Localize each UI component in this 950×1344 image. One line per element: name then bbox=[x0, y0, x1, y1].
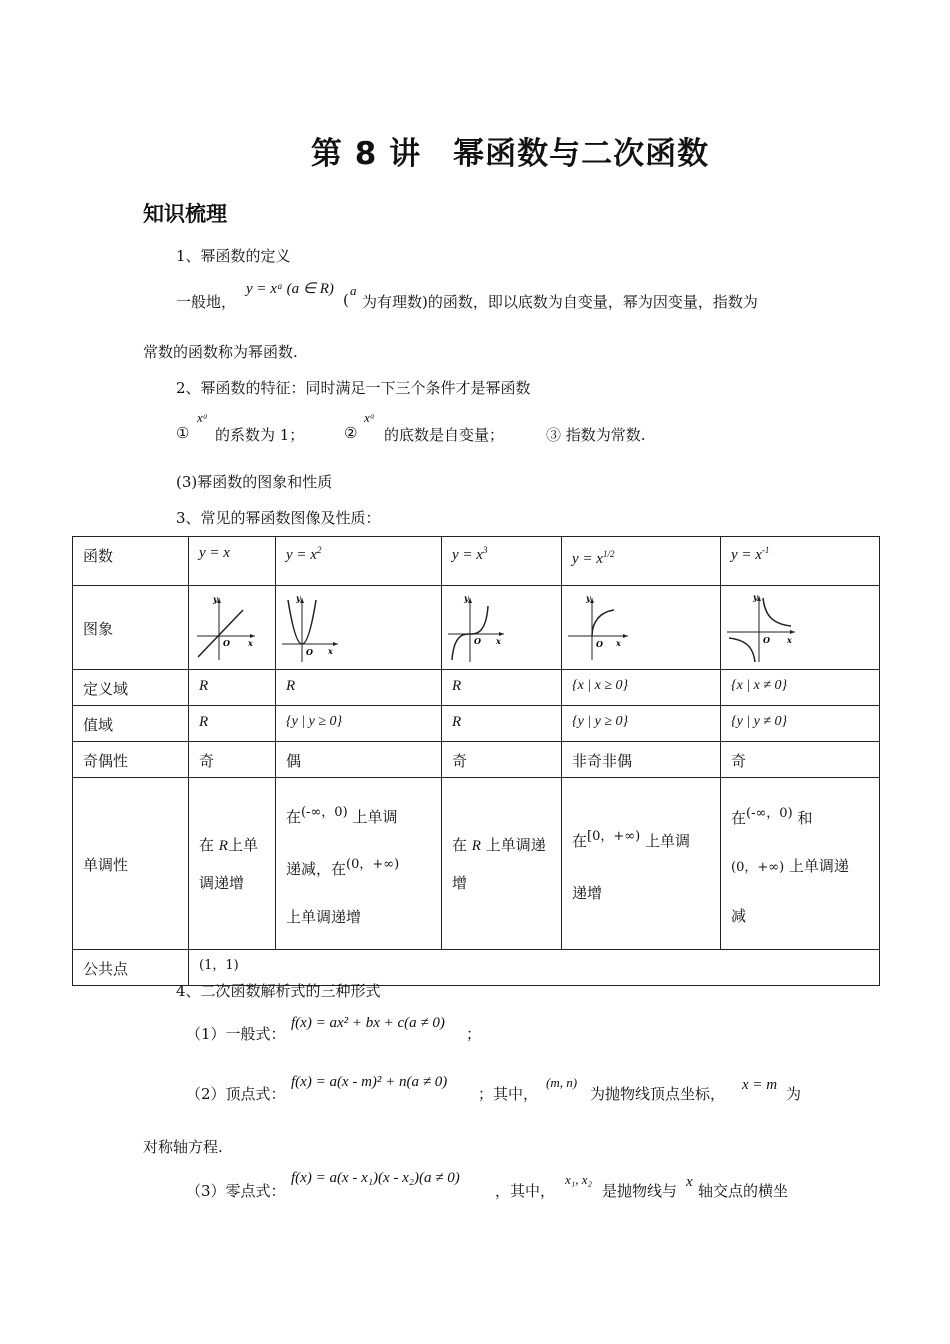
parity-cube: 奇 bbox=[442, 742, 562, 778]
range-cube: R bbox=[442, 706, 562, 742]
range-sqrt: {y | y ≥ 0} bbox=[562, 706, 721, 742]
f2-end: 为 bbox=[786, 1085, 802, 1103]
graph-sqrt-cell bbox=[562, 586, 721, 670]
f3-roots: x₁, x₂ bbox=[565, 1172, 593, 1187]
domain-square: R bbox=[276, 670, 442, 706]
axis-y-label: y bbox=[213, 593, 218, 604]
s2-c2-sym: xᵃ bbox=[364, 410, 375, 425]
s1-paren: ( bbox=[343, 291, 349, 309]
row-range bbox=[73, 706, 880, 742]
f1-label: （1）一般式： bbox=[186, 1025, 286, 1043]
s2-c1-text: 的系数为 1； bbox=[215, 426, 305, 444]
s1-lead: 一般地， bbox=[176, 293, 237, 311]
s3-heading: 3、常见的幂函数图像及性质： bbox=[176, 509, 381, 527]
graph-reciprocal bbox=[725, 592, 805, 664]
label-monotonicity: 单调性 bbox=[73, 778, 189, 950]
f3-label: （3）零点式： bbox=[186, 1182, 286, 1200]
label-function: 函数 bbox=[73, 537, 189, 586]
s1-a-var: a bbox=[350, 283, 357, 298]
section-heading: 知识梳理 bbox=[143, 202, 227, 226]
row-graph bbox=[73, 586, 880, 670]
axis-y-label: y bbox=[464, 592, 469, 603]
f2-label: （2）顶点式： bbox=[186, 1085, 286, 1103]
graph-reciprocal-cell bbox=[721, 586, 880, 670]
fn-linear: y = x bbox=[189, 537, 276, 586]
label-domain: 定义域 bbox=[73, 670, 189, 706]
label-graph: 图象 bbox=[73, 586, 189, 670]
f2-text: 为抛物线顶点坐标， bbox=[590, 1085, 726, 1103]
fn-reciprocal: $y = x^{-1}$ bbox=[721, 537, 880, 586]
range-square: {y | y ≥ 0} bbox=[276, 706, 442, 742]
axis-y-label: y bbox=[586, 592, 591, 603]
graph-linear-cell bbox=[189, 586, 276, 670]
mono-sqrt: 在$^{[0,+\infty)}$ 上单调 递增 bbox=[562, 778, 721, 950]
f2-mid: ；其中， bbox=[478, 1085, 539, 1103]
mono-linear: 在 R上单 调递增 bbox=[189, 778, 276, 950]
s4-heading: 4、二次函数解析式的三种形式 bbox=[176, 982, 381, 1000]
f1-end: ； bbox=[466, 1025, 482, 1043]
s1-rest: 为有理数)的函数，即以底数为自变量，幂为因变量，指数为 bbox=[362, 293, 758, 311]
parity-linear: 奇 bbox=[189, 742, 276, 778]
s2-c2-text: 的底数是自变量； bbox=[384, 426, 505, 444]
graph-square bbox=[280, 592, 340, 664]
origin-label: O bbox=[763, 634, 770, 645]
graph-cube-cell bbox=[442, 586, 562, 670]
graph-square-cell bbox=[276, 586, 442, 670]
s2-c1-mark: ① bbox=[176, 424, 190, 442]
f3-end: 轴交点的横坐 bbox=[698, 1182, 789, 1200]
f3-mid: ，其中， bbox=[495, 1182, 556, 1200]
f2-formula: f(x) = a(x - m)² + n(a ≠ 0) bbox=[291, 1074, 448, 1090]
f2-point: (m, n) bbox=[546, 1075, 578, 1090]
f3-formula: f(x) = a(x - x₁)(x - x₂)(a ≠ 0) bbox=[291, 1170, 460, 1186]
s1-heading: 1、幂函数的定义 bbox=[176, 247, 291, 265]
s2-c3: ③ 指数为常数. bbox=[546, 426, 646, 444]
axis-x-label: x bbox=[787, 634, 792, 645]
domain-reciprocal: {x | x ≠ 0} bbox=[721, 670, 880, 706]
row-parity bbox=[73, 742, 880, 778]
power-function-table bbox=[72, 536, 880, 986]
axis-x-label: x bbox=[328, 645, 333, 656]
mono-cube: 在 R 上单调递 增 bbox=[442, 778, 562, 950]
s2-c2-mark: ② bbox=[344, 424, 358, 442]
graph-cube bbox=[446, 592, 506, 664]
range-reciprocal: {y | y ≠ 0} bbox=[721, 706, 880, 742]
domain-sqrt: {x | x ≥ 0} bbox=[562, 670, 721, 706]
origin-label: O bbox=[474, 635, 481, 646]
graph-sqrt bbox=[566, 592, 636, 664]
axis-x-label: x bbox=[616, 637, 621, 648]
label-parity: 奇偶性 bbox=[73, 742, 189, 778]
page-title: 第 8 讲 幂函数与二次函数 bbox=[310, 136, 710, 172]
s1-continuation: 常数的函数称为幂函数. bbox=[143, 343, 298, 361]
f3-x: x bbox=[686, 1174, 693, 1190]
parity-square: 偶 bbox=[276, 742, 442, 778]
f1-formula: f(x) = ax² + bx + c(a ≠ 0) bbox=[291, 1015, 445, 1031]
s3-graph-heading: (3)幂函数的图象和性质 bbox=[176, 473, 333, 491]
row-monotonicity bbox=[73, 778, 880, 950]
row-function bbox=[73, 537, 880, 586]
s2-c1-sym: xᵃ bbox=[197, 410, 208, 425]
domain-linear: R bbox=[189, 670, 276, 706]
axis-y-label: y bbox=[296, 592, 301, 603]
mono-square: 在$^{(-\infty,0)}$ 上单调 递减，在$^{(0,+\infty)}$ 上单调递增 bbox=[276, 778, 442, 950]
graph-linear bbox=[193, 592, 259, 664]
origin-label: O bbox=[596, 638, 603, 649]
origin-label: O bbox=[223, 637, 230, 648]
s2-heading: 2、幂函数的特征：同时满足一下三个条件才是幂函数 bbox=[176, 379, 531, 397]
fn-square: $y = x^2$ bbox=[276, 537, 442, 586]
label-range: 值域 bbox=[73, 706, 189, 742]
row-domain bbox=[73, 670, 880, 706]
fn-sqrt: $y = x^{1/2}$ bbox=[562, 537, 721, 586]
label-common-point: 公共点 bbox=[73, 950, 189, 986]
origin-label: O bbox=[306, 646, 313, 657]
f3-text: 是抛物线与 bbox=[602, 1182, 678, 1200]
common-point-value: (1，1) bbox=[189, 950, 880, 986]
axis-y-label: y bbox=[753, 591, 758, 602]
f2-continuation: 对称轴方程. bbox=[143, 1138, 223, 1156]
axis-x-label: x bbox=[248, 637, 253, 648]
axis-x-label: x bbox=[496, 635, 501, 646]
s1-formula: y = xᵃ (a ∈ R) bbox=[246, 281, 334, 297]
fn-cube: $y = x^3$ bbox=[442, 537, 562, 586]
f2-axis: x = m bbox=[742, 1077, 778, 1093]
range-linear: R bbox=[189, 706, 276, 742]
parity-sqrt: 非奇非偶 bbox=[562, 742, 721, 778]
mono-reciprocal: 在$^{(-\infty,0)}$ 和 (0，+∞) 上单调递 减 bbox=[721, 778, 880, 950]
parity-reciprocal: 奇 bbox=[721, 742, 880, 778]
domain-cube: R bbox=[442, 670, 562, 706]
